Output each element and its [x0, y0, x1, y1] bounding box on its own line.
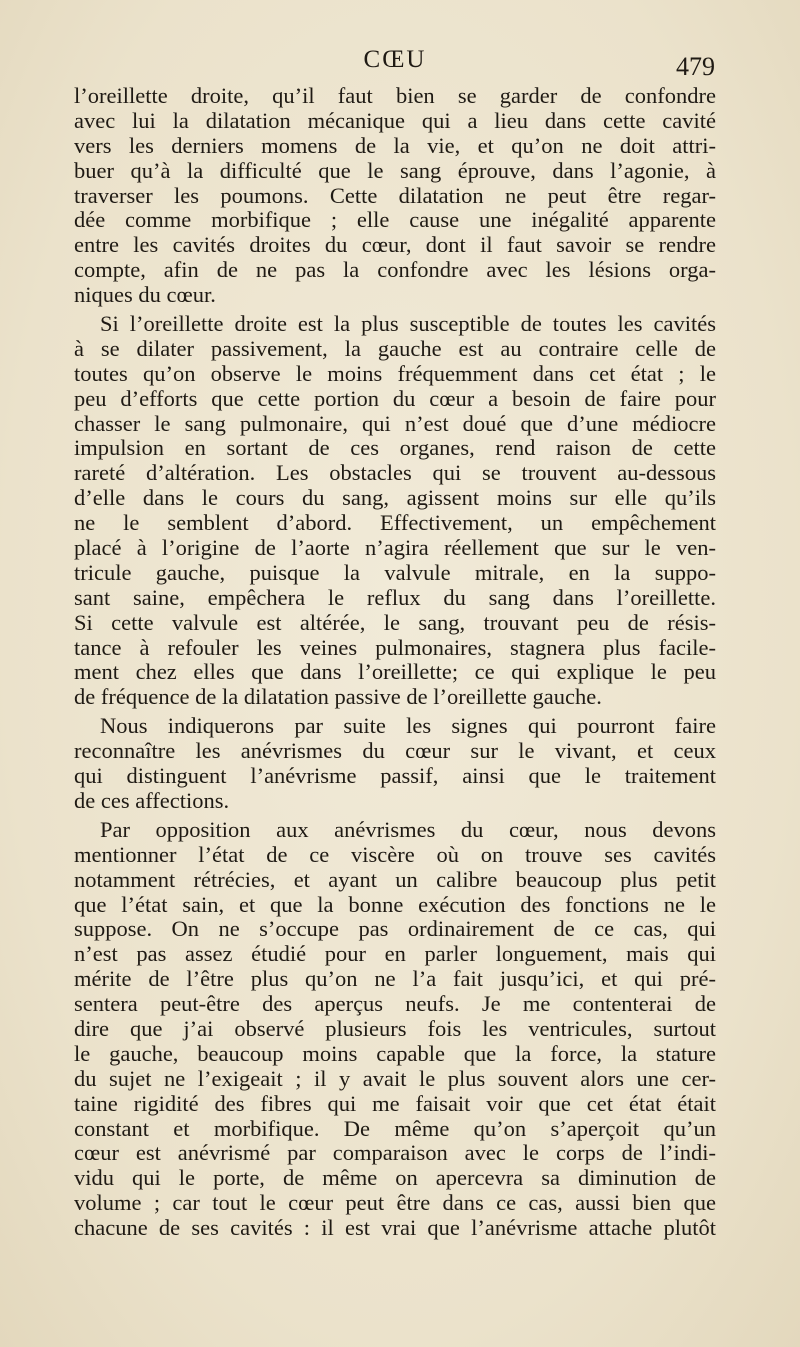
text-line: notamment rétrécies, et ayant un calibre beaucoup plus petit — [74, 867, 716, 892]
text-line: reconnaître les anévrismes du cœur sur le vivant, et ceux — [74, 739, 716, 764]
text-line: du sujet ne l’exigeait ; il y avait le plus souvent alors une cer- — [74, 1066, 716, 1091]
text-line: tance à refouler les veines pulmonaires, stagnera plus facile- — [74, 635, 716, 660]
text-line: taine rigidité des fibres qui me faisait voir que cet état était — [74, 1091, 716, 1116]
text-line: entre les cavités droites du cœur, dont il faut savoir se rendre — [74, 233, 716, 258]
text-line: vers les derniers momens de la vie, et qu’on ne doit attri- — [74, 133, 716, 158]
text-line: de ces affections. — [74, 788, 230, 813]
text-line: qui distinguent l’anévrisme passif, ainsi que le traitement — [74, 764, 716, 789]
text-line: impulsion en sortant de ces organes, rend raison de cette — [74, 436, 716, 461]
text-line: Si cette valvule est altérée, le sang, trouvant peu de résis- — [74, 610, 716, 635]
text-line: vidu qui le porte, de même on apercevra sa diminution de — [74, 1166, 716, 1191]
text-line: le gauche, beaucoup moins capable que la force, la stature — [74, 1041, 716, 1066]
text-line: tricule gauche, puisque la valvule mitrale, en la suppo- — [74, 560, 716, 585]
text-line: placé à l’origine de l’aorte n’agira réellement que sur le ven- — [74, 536, 716, 561]
text-line: niques du cœur. — [74, 283, 216, 308]
text-line: que l’état sain, et que la bonne exécution des fonctions ne le — [74, 892, 716, 917]
text-line: Si l’oreillette droite est la plus susceptible de toutes les cavités — [100, 312, 716, 337]
text-line: à se dilater passivement, la gauche est au contraire celle de — [74, 336, 716, 361]
text-line: ne le semblent d’abord. Effectivement, un empêchement — [74, 511, 716, 536]
text-line: sant saine, empêchera le reflux du sang dans l’oreillette. — [74, 585, 716, 610]
text-line: traverser les poumons. Cette dilatation ne peut être regar- — [74, 183, 716, 208]
running-head: CŒU — [363, 46, 427, 73]
text-line: ment chez elles que dans l’oreillette; ce qui explique le peu — [74, 660, 716, 685]
paragraph — [74, 714, 716, 814]
text-line: toutes qu’on observe le moins fréquemment dans cet état ; le — [74, 361, 716, 386]
text-line: de fréquence de la dilatation passive de l’oreillette gauche. — [74, 685, 602, 710]
text-line: chasser le sang pulmonaire, qui n’est doué que d’une médiocre — [74, 411, 716, 436]
text-line: chacune de ses cavités : il est vrai que l’anévrisme attache plutôt — [74, 1216, 716, 1241]
text-line: mérite de l’être plus qu’on ne l’a fait jusqu’ici, et qui pré- — [74, 967, 716, 992]
text-line: mentionner l’état de ce viscère où on trouve ses cavités — [74, 842, 716, 867]
text-line: d’elle dans le cours du sang, agissent moins sur elle qu’ils — [74, 486, 716, 511]
text-line: dée comme morbifique ; elle cause une inégalité apparente — [74, 208, 716, 233]
page-number: 479 — [676, 52, 715, 81]
paragraph — [74, 312, 716, 710]
body-text — [74, 84, 716, 1245]
text-line: constant et morbifique. De même qu’on s’aperçoit qu’un — [74, 1116, 716, 1141]
text-line: dire que j’ai observé plusieurs fois les ventricules, surtout — [74, 1016, 716, 1041]
text-line: cœur est anévrismé par comparaison avec le corps de l’indi- — [74, 1141, 716, 1166]
text-line: buer qu’à la difficulté que le sang éprouve, dans l’agonie, à — [74, 158, 716, 183]
text-line: peu d’efforts que cette portion du cœur a besoin de faire pour — [74, 386, 716, 411]
text-line: volume ; car tout le cœur peut être dans ce cas, aussi bien que — [74, 1191, 716, 1216]
text-line: sentera peut-être des aperçus neufs. Je me contenterai de — [74, 992, 716, 1017]
text-line: l’oreillette droite, qu’il faut bien se garder de confondre — [74, 84, 716, 108]
paragraph — [74, 84, 716, 308]
text-line: avec lui la dilatation mécanique qui a lieu dans cette cavité — [74, 108, 716, 133]
text-line: rareté d’altération. Les obstacles qui se trouvent au-dessous — [74, 461, 716, 486]
text-line: Nous indiquerons par suite les signes qui pourront faire — [100, 714, 716, 739]
text-line: compte, afin de ne pas la confondre avec les lésions orga- — [74, 258, 716, 283]
page-header — [75, 46, 715, 86]
text-line: Par opposition aux anévrismes du cœur, nous devons — [100, 817, 716, 842]
text-line: suppose. On ne s’occupe pas ordinairement de ce cas, qui — [74, 917, 716, 942]
paragraph — [74, 818, 716, 1241]
text-line: n’est pas assez étudié pour en parler longuement, mais qui — [74, 942, 716, 967]
